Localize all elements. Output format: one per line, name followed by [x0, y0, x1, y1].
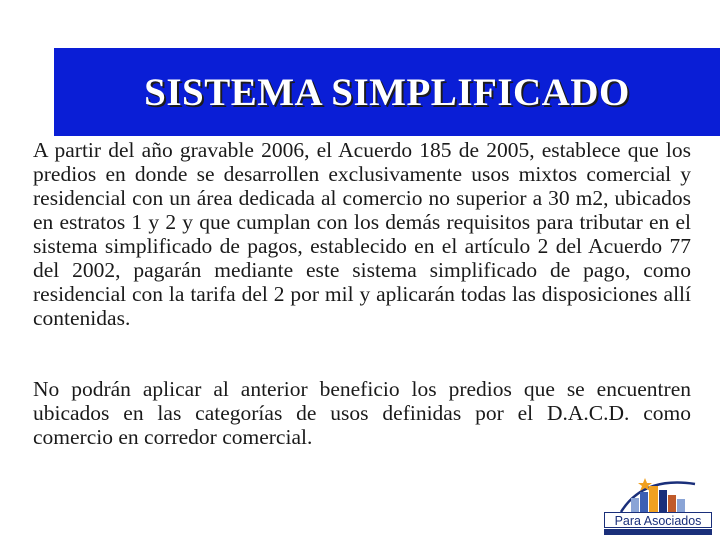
buildings-logo-icon	[603, 474, 714, 514]
company-logo	[603, 474, 714, 536]
logo-underline	[604, 529, 712, 535]
slide-title: SISTEMA SIMPLIFICADO	[144, 70, 630, 114]
body-paragraph-2: No podrán aplicar al anterior beneficio los predios que se encuentren ubicados en las categorías de usos definidas por el D.A.C.D. como comercio en corredor comercial.	[33, 377, 691, 449]
title-banner	[54, 48, 720, 136]
body-paragraph-1: A partir del año gravable 2006, el Acuerdo 185 de 2005, establece que los predios en donde se desarrollen exclusivamente usos mixtos comercial y residencial con un área dedicada al comercio no superior a 30 m2, ubicados en estratos 1 y 2 y que cumplan con los demás requisitos para tributar en el sistema simplificado de pagos, establecido en el artículo 2 del Acuerdo 77 del 2002, pagarán mediante este sistema simplificado de pago, como residencial con la tarifa del 2 por mil y aplicarán todas las disposiciones allí contenidas.	[33, 138, 691, 330]
logo-wordmark: Para Asociados	[604, 512, 712, 528]
